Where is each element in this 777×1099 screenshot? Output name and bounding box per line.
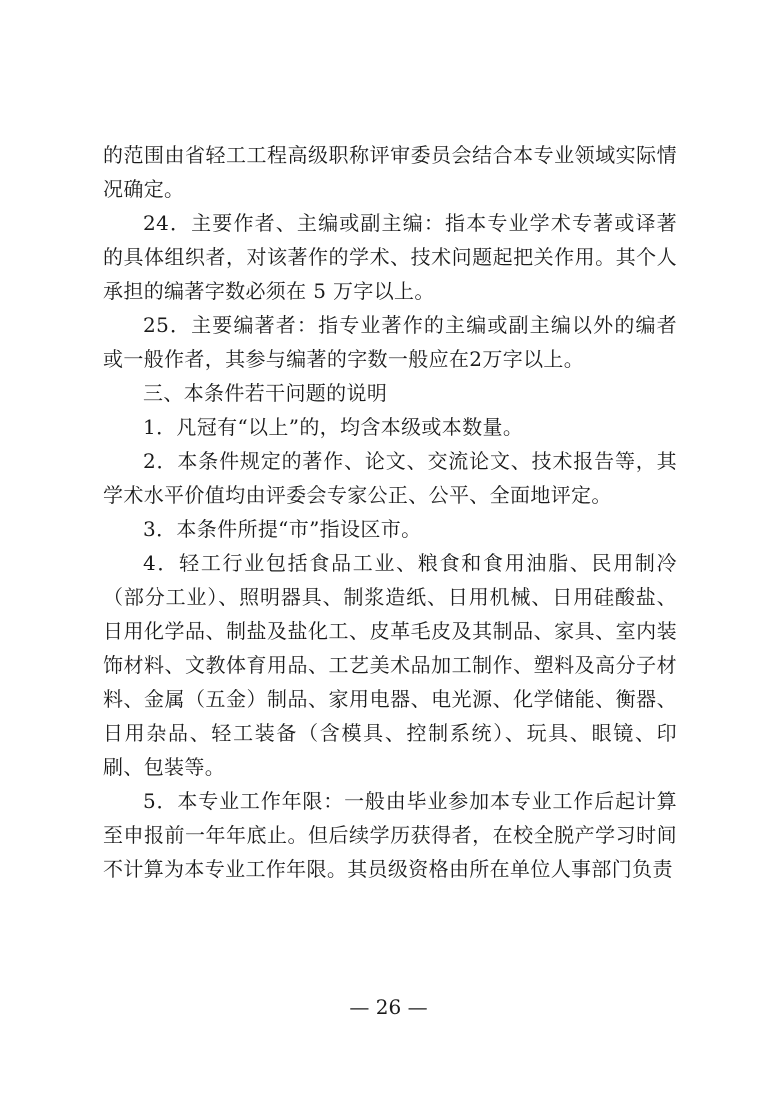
page-number: — 26 — bbox=[349, 995, 428, 1019]
paragraph-scope-continuation: 的范围由省轻工工程高级职称评审委员会结合本专业领域实际情况确定。 bbox=[103, 143, 677, 201]
paragraph-note-5: 5．本专业工作年限：一般由毕业参加本专业工作后起计算至申报前一年年底止。但后续学历获得者，在校全脱产学习时间不计算为本专业工作年限。其员级资格由所在单位人事部门负责 bbox=[103, 789, 677, 881]
paragraph-item-25: 25．主要编著者：指专业著作的主编或副主编以外的编者或一般作者，其参与编著的字数一般应在2万字以上。 bbox=[103, 313, 677, 371]
paragraph-note-1: 1．凡冠有“以上”的，均含本级或本数量。 bbox=[143, 415, 524, 439]
section-heading-three: 三、本条件若干问题的说明 bbox=[143, 381, 388, 405]
paragraph-item-24: 24．主要作者、主编或副主编：指本专业学术专著或译著的具体组织者，对该著作的学术、技术问题起把关作用。其个人承担的编著字数必须在 5 万字以上。 bbox=[103, 211, 677, 303]
paragraph-note-3: 3．本条件所提“市”指设区市。 bbox=[143, 517, 422, 541]
paragraph-note-2: 2．本条件规定的著作、论文、交流论文、技术报告等，其学术水平价值均由评委会专家公正、公平、全面地评定。 bbox=[103, 449, 677, 507]
document-body bbox=[103, 138, 677, 886]
paragraph-note-4: 4．轻工行业包括食品工业、粮食和食用油脂、民用制冷（部分工业）、照明器具、制浆造纸、日用机械、日用硅酸盐、日用化学品、制盐及盐化工、皮革毛皮及其制品、家具、室内装饰材料、文教体育用品、工艺美术品加工制作、塑料及高分子材料、金属（五金）制品、家用电器、电光源、化学储能、衡器、日用杂品、轻工装备（含模具、控制系统）、玩具、眼镜、印刷、包装等。 bbox=[103, 551, 677, 779]
